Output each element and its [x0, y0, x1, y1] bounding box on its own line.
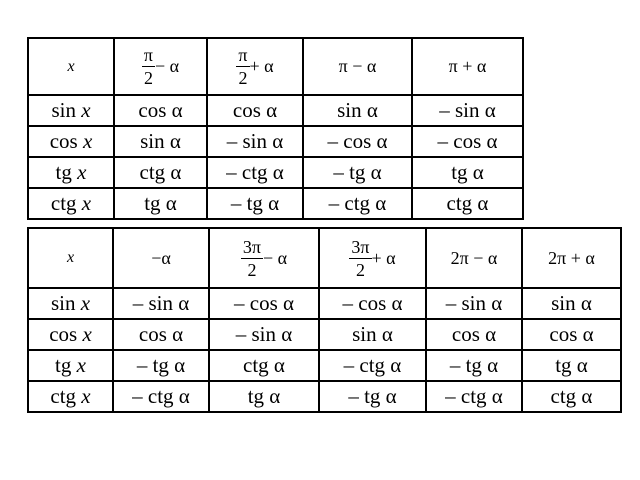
table-cell: cos α [113, 319, 209, 350]
table-cell: cos α [522, 319, 621, 350]
table-cell: tg α [412, 157, 523, 188]
fraction: $\frac{\pi}{2}$ [143, 45, 153, 88]
table-cell: – ctg α [303, 188, 412, 219]
table-cell: ctg α [522, 381, 621, 412]
header-two-pi-minus-alpha: 2π − α [426, 228, 522, 288]
table-cell: tg α [522, 350, 621, 381]
table-row [28, 188, 523, 219]
fraction: $\frac{3\pi}{2}$ [351, 236, 370, 280]
row-label: cos x [28, 126, 114, 157]
header-three-pi-half-minus-alpha: $\frac{3\pi}{2}$ − α [209, 228, 319, 288]
table-cell: ctg α [412, 188, 523, 219]
reduction-table-1 [27, 37, 524, 220]
table-cell: tg α [114, 188, 207, 219]
table-cell: sin α [303, 95, 412, 126]
row-label: tg x [28, 157, 114, 188]
header-row [28, 38, 523, 95]
table-cell: – ctg α [113, 381, 209, 412]
table-row [28, 288, 621, 319]
table-cell: – tg α [113, 350, 209, 381]
table-cell: ctg α [114, 157, 207, 188]
fraction: $\frac{\pi}{2}$ [238, 45, 248, 88]
table-cell: – cos α [209, 288, 319, 319]
table-cell: – sin α [209, 319, 319, 350]
header-x: x [28, 228, 113, 288]
table-cell: – tg α [303, 157, 412, 188]
header-pi-minus-alpha: π − α [303, 38, 412, 95]
table-cell: – tg α [319, 381, 426, 412]
row-label: tg x [28, 350, 113, 381]
header-x: x [28, 38, 114, 95]
table-row [28, 350, 621, 381]
table-cell: – cos α [412, 126, 523, 157]
table-cell: – ctg α [207, 157, 303, 188]
table-cell: sin α [522, 288, 621, 319]
table-cell: – cos α [319, 288, 426, 319]
fraction: $\frac{3\pi}{2}$ [242, 236, 261, 280]
table-cell: – cos α [303, 126, 412, 157]
header-pi-half-minus-alpha: $\frac{\pi}{2}$ − α [114, 38, 207, 95]
row-label: ctg x [28, 188, 114, 219]
table-cell: – tg α [207, 188, 303, 219]
table-cell: sin α [319, 319, 426, 350]
table-cell: tg α [209, 381, 319, 412]
header-pi-plus-alpha: π + α [412, 38, 523, 95]
header-minus-alpha: −α [113, 228, 209, 288]
table-cell: – ctg α [319, 350, 426, 381]
table-cell: – sin α [412, 95, 523, 126]
row-label: ctg x [28, 381, 113, 412]
table-row [28, 157, 523, 188]
table-cell: – ctg α [426, 381, 522, 412]
table-cell: cos α [207, 95, 303, 126]
table-row [28, 126, 523, 157]
row-label: sin x [28, 95, 114, 126]
header-two-pi-plus-alpha: 2π + α [522, 228, 621, 288]
row-label: cos x [28, 319, 113, 350]
table-cell: – sin α [207, 126, 303, 157]
header-pi-half-plus-alpha: $\frac{\pi}{2}$ + α [207, 38, 303, 95]
table-cell: cos α [114, 95, 207, 126]
row-label: sin x [28, 288, 113, 319]
table-cell: ctg α [209, 350, 319, 381]
table-cell: – sin α [113, 288, 209, 319]
table-row [28, 319, 621, 350]
table-cell: cos α [426, 319, 522, 350]
table-cell: sin α [114, 126, 207, 157]
table-row [28, 381, 621, 412]
header-three-pi-half-plus-alpha: $\frac{3\pi}{2}$ + α [319, 228, 426, 288]
reduction-table-2 [27, 227, 622, 413]
table-cell: – sin α [426, 288, 522, 319]
header-row [28, 228, 621, 288]
table-row [28, 95, 523, 126]
table-cell: – tg α [426, 350, 522, 381]
